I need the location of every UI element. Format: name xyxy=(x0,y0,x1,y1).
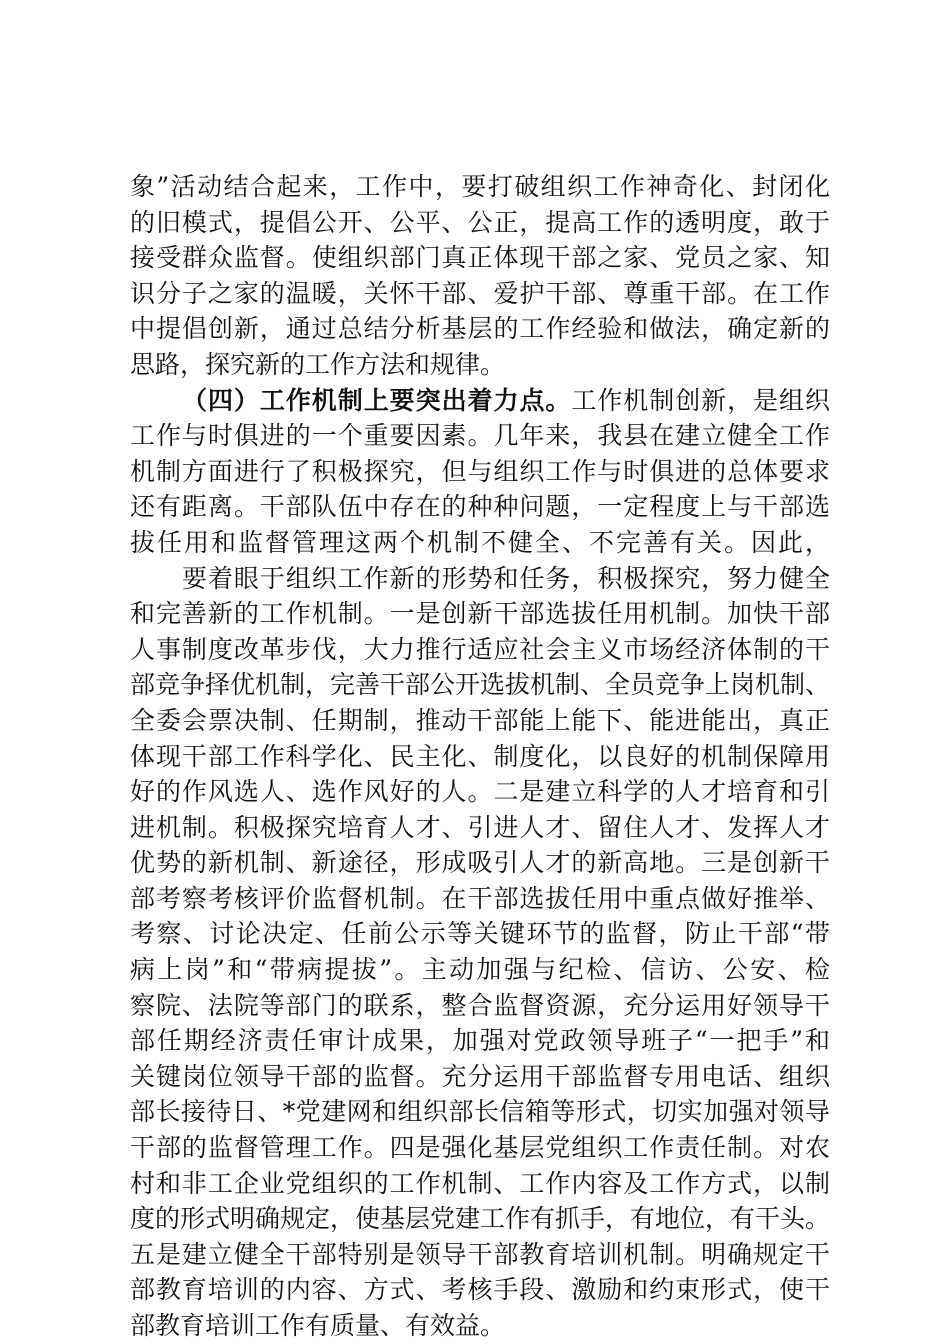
text-line: 工作与时俱进的一个重要因素。几年来，我县在建立健全工作 xyxy=(130,421,830,451)
text-line: 的旧模式，提倡公开、公平、公正，提高工作的透明度，敢于 xyxy=(130,207,830,237)
text-line: 拔任用和监督管理这两个机制不健全、不完善有关。因此， xyxy=(130,527,830,557)
text-line: 思路，探究新的工作方法和规律。 xyxy=(130,349,506,379)
text-line: 度的形式明确规定，使基层党建工作有抓手，有地位，有干头。 xyxy=(130,1204,831,1234)
text-line: 五是建立健全干部特别是领导干部教育培训机制。明确规定干 xyxy=(130,1239,830,1269)
text-line: 中提倡创新，通过总结分析基层的工作经验和做法，确定新的 xyxy=(130,314,830,344)
text-line: 部教育培训工作有质量、有效益。 xyxy=(130,1311,506,1340)
text-line: 体现干部工作科学化、民主化、制度化，以良好的机制保障用 xyxy=(130,741,830,771)
text-line: 关键岗位领导干部的监督。充分运用干部监督专用电话、组织 xyxy=(130,1061,830,1091)
text-line: 机制方面进行了积极探究，但与组织工作与时俱进的总体要求 xyxy=(130,456,830,486)
text-line: 部竞争择优机制，完善干部公开选拔机制、全员竞争上岗机制、 xyxy=(130,670,831,700)
text-line: 全委会票决制、任期制，推动干部能上能下、能进能出，真正 xyxy=(130,705,830,735)
text-line: 要着眼于组织工作新的形势和任务，积极探究，努力健全 xyxy=(182,563,830,593)
text-line: 干部的监督管理工作。四是强化基层党组织工作责任制。对农 xyxy=(130,1133,830,1163)
text-line xyxy=(130,383,830,419)
text-line: 病上岗”和“带病提拔”。主动加强与纪检、信访、公安、检 xyxy=(130,955,830,985)
text-line-rest: 工作机制创新，是组织 xyxy=(571,385,830,415)
text-line: 部长接待日、*党建网和组织部长信箱等形式，切实加强对领导 xyxy=(130,1097,830,1127)
text-line: 部考察考核评价监督机制。在干部选拔任用中重点做好推举、 xyxy=(130,883,830,913)
text-line: 接受群众监督。使组织部门真正体现干部之家、党员之家、知 xyxy=(130,243,830,273)
paragraph-1 xyxy=(130,169,830,383)
text-line: 还有距离。干部队伍中存在的种种问题，一定程度上与干部选 xyxy=(130,492,830,522)
text-line: 部任期经济责任审计成果，加强对党政领导班子“一把手”和 xyxy=(130,1026,830,1056)
text-line: 进机制。积极探究培育人才、引进人才、留住人才、发挥人才 xyxy=(130,812,830,842)
document-body xyxy=(130,169,830,1344)
text-line: 象”活动结合起来，工作中，要打破组织工作神奇化、封闭化 xyxy=(130,172,830,201)
section-heading: （四）工作机制上要突出着力点。 xyxy=(182,385,572,415)
text-line: 考察、讨论决定、任前公示等关键环节的监督，防止干部“带 xyxy=(130,919,830,949)
text-line: 察院、法院等部门的联系，整合监督资源，充分运用好领导干 xyxy=(130,990,830,1020)
text-line: 和完善新的工作机制。一是创新干部选拔任用机制。加快干部 xyxy=(130,599,830,629)
text-line: 优势的新机制、新途径，形成吸引人才的新高地。三是创新干 xyxy=(130,848,830,878)
paragraph-2 xyxy=(130,383,830,561)
text-line: 人事制度改革步伐，大力推行适应社会主义市场经济体制的干 xyxy=(130,634,830,664)
text-line: 部教育培训的内容、方式、考核手段、激励和约束形式，使干 xyxy=(130,1275,830,1305)
text-line: 村和非工企业党组织的工作机制、工作内容及工作方式，以制 xyxy=(130,1168,830,1198)
text-line: 好的作风选人、选作风好的人。二是建立科学的人才培育和引 xyxy=(130,777,830,807)
text-line: 识分子之家的温暖，关怀干部、爱护干部、尊重干部。在工作 xyxy=(130,278,830,308)
paragraph-3 xyxy=(130,561,830,1344)
